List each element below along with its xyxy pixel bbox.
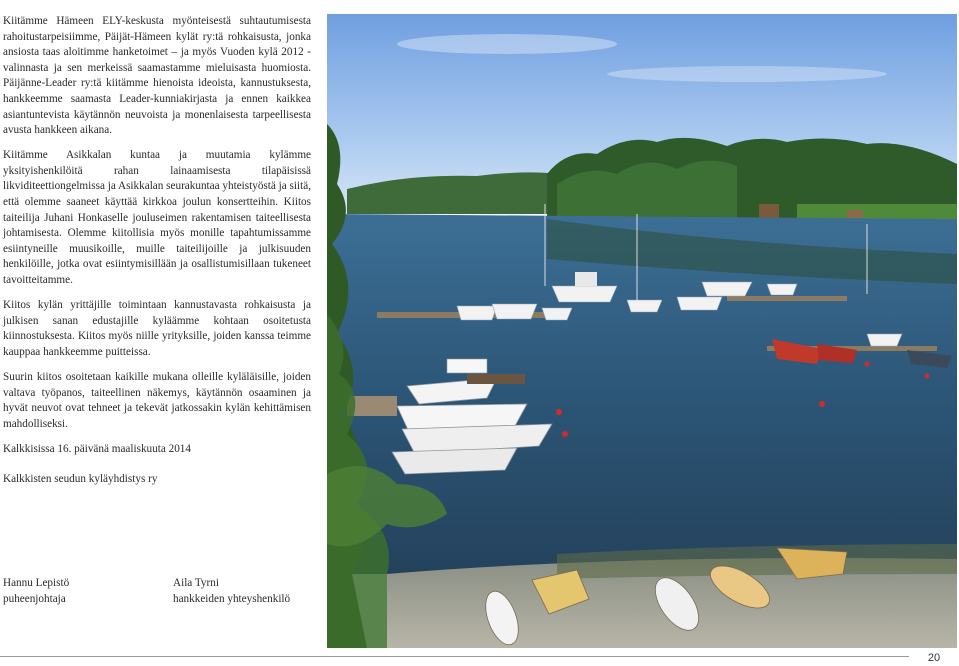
- body-text: [3, 14, 311, 503]
- signature-title: hankkeiden yhteyshenkilö: [173, 593, 291, 605]
- paragraph-thanks-villagers: Suurin kiitos osoitetaan kaikille mukana olleille kyläläisille, joiden valtava työpanos, taiteellinen näkemys, käytännön osaaminen ja hyvät neuvot ovat tehneet ja tekevät jatkossakin kylän kehittämisen mahdolliseksi.: [3, 370, 311, 430]
- signature-name: Hannu Lepistö: [3, 577, 70, 589]
- paragraph-thanks-entrepreneurs: Kiitos kylän yrittäjille toimintaan kannustavasta rohkaisusta ja julkisen sanan edustajille kyläämme kohtaan osoitetusta kiinnostuksesta. Kiitos myös niille yrityksille, joiden kanssa teimme kauppaa hankkeemme puitteissa.: [3, 299, 311, 358]
- lake-harbor-photo: [327, 14, 957, 648]
- signature-name: Aila Tyrni: [173, 577, 219, 589]
- paragraph-thanks-municipality: Kiitämme Asikkalan kuntaa ja muutamia kylämme yksityishenkilöitä rahan lainaamisesta tilapäisissä likviditeettiongelmissa ja Asikkalan seurakuntaa yhteistyöstä ja siitä, että olemme saaneet käyttää kirkkoa joulun konsertteihin. Kiitos taiteilija Juhani Honkaselle jouluseimen rakentamisen taiteellisesta johtamisesta. Olemme kiitollisia myös monille tapahtumissamme esiintyneille muusikoille, muille taiteilijoille ja julkisuuden henkilöille, jotka ovat esiintymisillään ja osallistumisillaan tukeneet tavoitteitamme.: [3, 149, 311, 286]
- signature-chair: [3, 575, 69, 607]
- date-line: Kalkkisissa 16. päivänä maaliskuuta 2014: [3, 442, 191, 455]
- signature-title: puheenjohtaja: [3, 593, 66, 605]
- organization-line: Kalkkisten seudun kyläyhdistys ry: [3, 473, 158, 486]
- signature-contact: [173, 575, 290, 607]
- paragraph-thanks-ely: Kiitämme Hämeen ELY-keskusta myönteisestä suhtautumisesta rahoitustarpeisiimme, Päijät-Hämeen kylät ry:tä rohkaisusta, jonka ansiosta taas aloitimme hanketoimet – ja myös Vuoden kylä 2012 -valinnasta ja sen merkeissä saamastamme mieluisasta huomiosta. Päijänne-Leader ry:tä kiitämme hienoista ideoista, kannustuksesta, hankkeemme saamasta Leader-kunniakirjasta ja ennen kaikkea asiantuntevista käytännön neuvoista ja monenlaisesta tarpeellisesta avusta hankkeen aikana.: [3, 15, 311, 137]
- page-number: 20: [909, 651, 959, 665]
- footer-rule: [0, 656, 959, 657]
